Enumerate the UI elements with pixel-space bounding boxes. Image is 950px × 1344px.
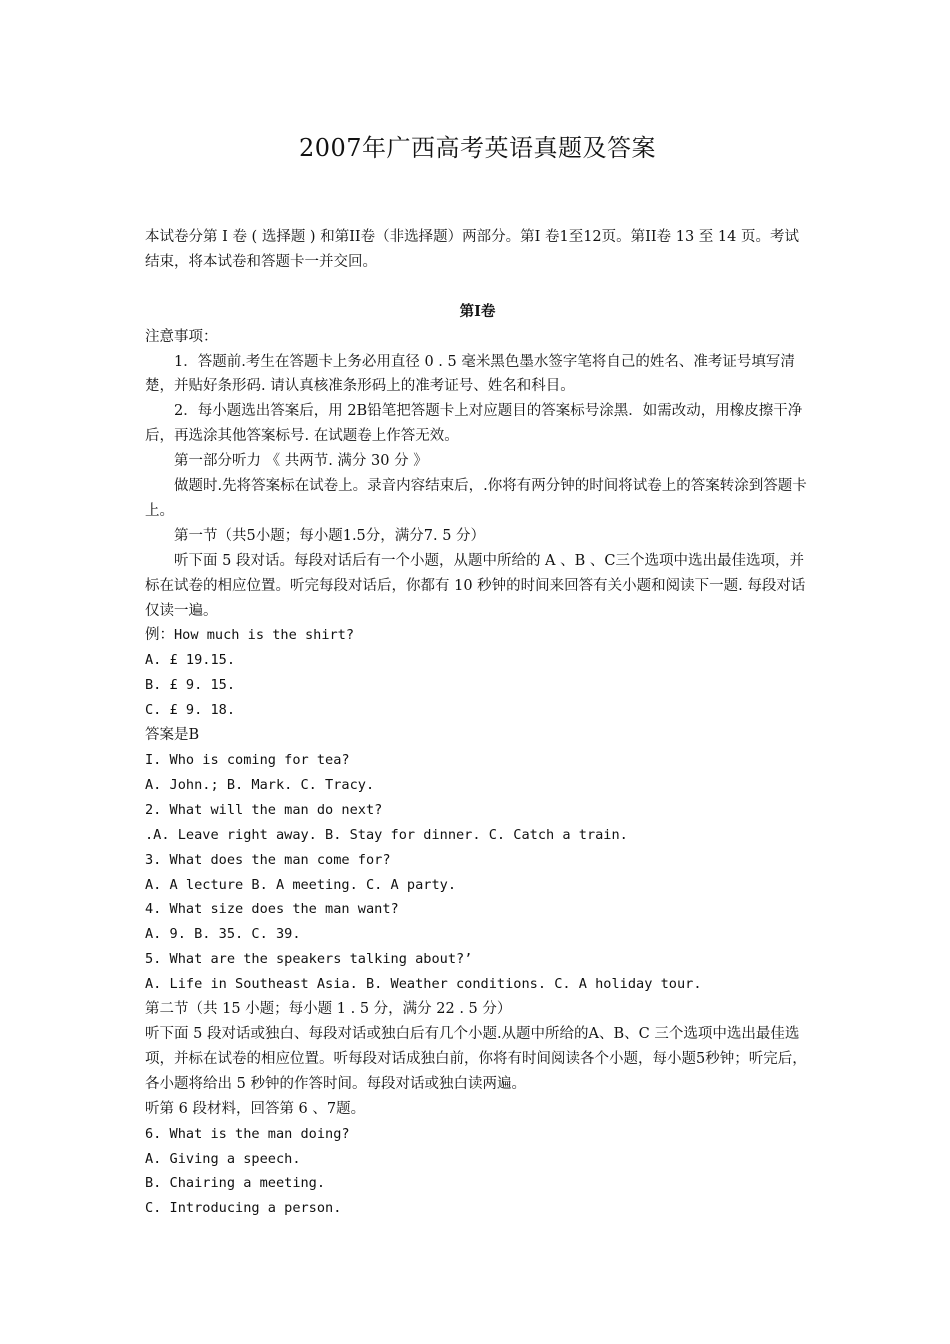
section-1-heading: 第一节（共5小题；每小题1.5分，满分7. 5 分）	[174, 527, 486, 544]
section-2-heading: 第二节（共 15 小题；每小题 1 . 5 分，满分 22 . 5 分）	[145, 1001, 512, 1018]
question-6-option-b: B. Chairing a meeting.	[145, 1175, 326, 1192]
question-6-option-a: A. Giving a speech.	[145, 1150, 301, 1167]
notes-heading: 注意事项：	[145, 328, 218, 345]
question-2-options: .A. Leave right away. B. Stay for dinner. C. Catch a train.	[145, 826, 628, 843]
question-5-options: A. Life in Southeast Asia. B. Weather conditions. C. A holiday tour.	[145, 976, 702, 993]
question-3: 3. What does the man come for?	[145, 851, 391, 868]
section-1-instructions: 听下面 5 段对话。每段对话后有一个小题，从题中所给的 A 、B 、C三个选项中选出最佳选项，并标在试卷的相应位置。听完每段对话后，你都有 10 秒钟的时间来回答有关小题和阅读下一题. 每段对话仅读一遍。	[145, 552, 806, 619]
example-option-b: B. £ 9. 15.	[145, 677, 236, 694]
question-5: 5. What are the speakers talking about?’	[145, 951, 473, 968]
section-2-instructions: 听下面 5 段对话或独白、每段对话或独白后有几个小题.从题中所给的A、B、C 三个选项中选出最佳选项，并标在试卷的相应位置。听每段对话成独白前，你将有时间阅读各个小题，每小题5秒钟；听完后，各小题将给出 5 秒钟的作答时间。每段对话或独白读两遍。	[145, 1025, 807, 1092]
example-question	[145, 623, 810, 648]
part-1-instructions: 做题时.先将答案标在试卷上。录音内容结束后，.你将有两分钟的时间将试卷上的答案转涂到答题卡上。	[145, 478, 807, 519]
section-heading: 第I卷	[459, 302, 496, 320]
question-6-option-c: C. Introducing a person.	[145, 1200, 342, 1217]
question-1-options: A. John.; B. Mark. C. Tracy.	[145, 776, 375, 793]
document-body	[145, 225, 810, 1221]
material-6-heading: 听第 6 段材料，回答第 6 、7题。	[145, 1100, 366, 1117]
example-answer: 答案是B	[145, 727, 200, 744]
question-1: I. Who is coming for tea?	[145, 752, 350, 769]
question-4: 4. What size does the man want?	[145, 901, 399, 918]
example-question-text: How much is the shirt?	[174, 627, 355, 644]
question-6: 6. What is the man doing?	[145, 1125, 350, 1142]
example-option-c: C. £ 9. 18.	[145, 702, 236, 719]
question-4-options: A. 9. B. 35. C. 39.	[145, 926, 301, 943]
intro-paragraph: 本试卷分第 I 卷 ( 选择题 ) 和第II卷（非选择题）两部分。第I 卷1至12页。第II卷 13 至 14 页。考试结束，将本试卷和答题卡一并交回。	[145, 229, 799, 270]
part-1-heading: 第一部分听力 《 共两节. 满分 30 分 》	[174, 453, 428, 470]
question-3-options: A. A lecture B. A meeting. C. A party.	[145, 876, 456, 893]
question-2: 2. What will the man do next?	[145, 801, 383, 818]
document-title: 2007年广西高考英语真题及答案	[298, 134, 657, 162]
note-2: 2．每小题选出答案后，用 2B铅笔把答题卡上对应题目的答案标号涂黑．如需改动，用橡皮擦干净后，再选涂其他答案标号. 在试题卷上作答无效。	[145, 403, 803, 445]
note-1: 1．答题前.考生在答题卡上务必用直径 0 . 5 毫米黑色墨水签字笔将自己的姓名、准考证号填写清楚，并贴好条形码. 请认真核准条形码上的准考证号、姓名和科目。	[145, 353, 795, 395]
example-option-a: A. £ 19.15.	[145, 652, 236, 669]
example-label: 例：	[145, 627, 174, 644]
